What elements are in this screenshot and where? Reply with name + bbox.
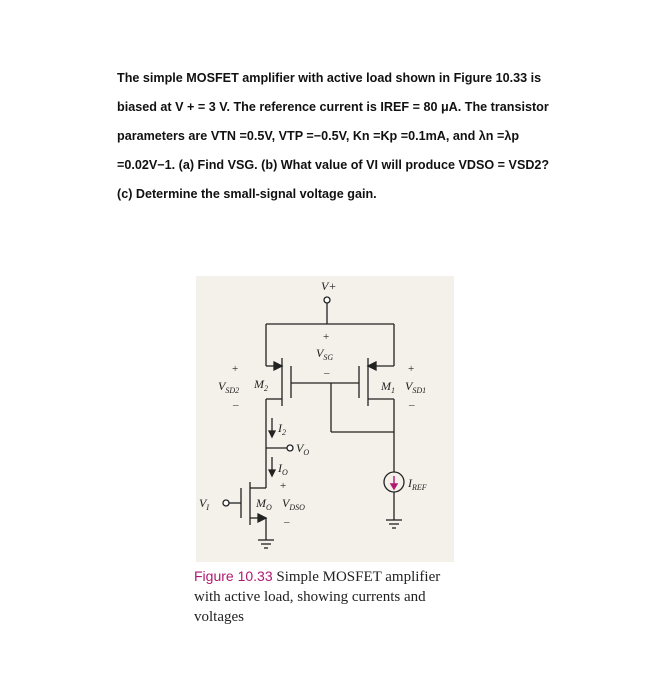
vi-label (199, 496, 209, 512)
io-arrowhead (269, 470, 275, 476)
m2-source-arrow (274, 362, 282, 370)
vsd2-plus: + (232, 363, 239, 375)
i2-label (277, 421, 286, 437)
vsd1-label (405, 379, 426, 395)
vsd2-label-main: V (218, 379, 226, 393)
m2-label-sub: 2 (264, 384, 268, 393)
m2-label-main: M (254, 377, 264, 391)
i2-label-main: I (278, 421, 282, 435)
question-line: =0.02V−1. (a) Find VSG. (b) What value of VI will produce VDSO = VSD2? (117, 158, 550, 172)
vdso-plus: + (280, 480, 287, 492)
iref-label (407, 476, 427, 492)
question-line: (c) Determine the small-signal voltage gain. (117, 187, 377, 201)
vi-label-main: V (199, 496, 207, 510)
m1-label-main: M (381, 379, 391, 393)
io-label-main: I (278, 461, 282, 475)
io-label-sub: O (282, 468, 288, 477)
m1-label (380, 379, 395, 395)
iref-label-sub: REF (412, 483, 427, 492)
vsd2-label (218, 379, 239, 395)
vsg-plus: + (323, 331, 330, 343)
vsg-label-sub: SG (323, 353, 334, 362)
vsd2-minus: – (233, 399, 239, 411)
question-line: parameters are VTN =0.5V, VTP =−0.5V, Kn =Kp =0.1mA, and λn =λp (117, 129, 520, 143)
vi-terminal (223, 500, 229, 506)
mo-source-arrow (258, 514, 266, 522)
vsd1-plus: + (408, 363, 415, 375)
io-label (277, 461, 288, 477)
vplus-terminal (324, 297, 330, 303)
vo-label (296, 441, 309, 457)
vdso-label-main: V (282, 496, 290, 510)
m1-source-arrow (368, 362, 376, 370)
iref-label-main: I (408, 476, 412, 490)
vsg-minus: – (324, 367, 330, 379)
iref-arrowhead (391, 484, 397, 489)
mo-label-sub: O (266, 503, 272, 512)
vi-label-sub: I (206, 503, 210, 512)
figure-caption (194, 566, 454, 627)
vsd2-label-sub: SD2 (225, 386, 240, 395)
vdso-label-sub: DSO (289, 503, 305, 512)
i2-label-sub: 2 (282, 428, 286, 437)
vo-label-main: V (296, 441, 304, 455)
vsd1-label-main: V (405, 379, 413, 393)
vsd1-label-sub: SD1 (412, 386, 427, 395)
m2-label (253, 377, 268, 393)
m1-label-sub: 1 (391, 386, 395, 395)
question-line: biased at V + = 3 V. The reference current is IREF = 80 μA. The transistor (117, 100, 549, 114)
vsg-label-main: V (316, 346, 324, 360)
vplus-label: V+ (321, 279, 337, 293)
vsg-label (316, 346, 333, 362)
figure-caption-text: Simple MOSFET amplifier with active load, showing currents and voltages (194, 569, 441, 625)
i2-arrowhead (269, 431, 275, 437)
vo-label-sub: O (303, 448, 310, 457)
mo-label-main: M (256, 496, 266, 510)
figure-caption-label: Figure 10.33 (194, 568, 273, 584)
vdso-label (282, 496, 305, 512)
mo-label (255, 496, 272, 512)
question-line: The simple MOSFET amplifier with active load shown in Figure 10.33 is (117, 71, 542, 85)
vdso-minus: – (284, 516, 290, 528)
vsd1-minus: – (409, 399, 415, 411)
vo-terminal (287, 445, 293, 451)
